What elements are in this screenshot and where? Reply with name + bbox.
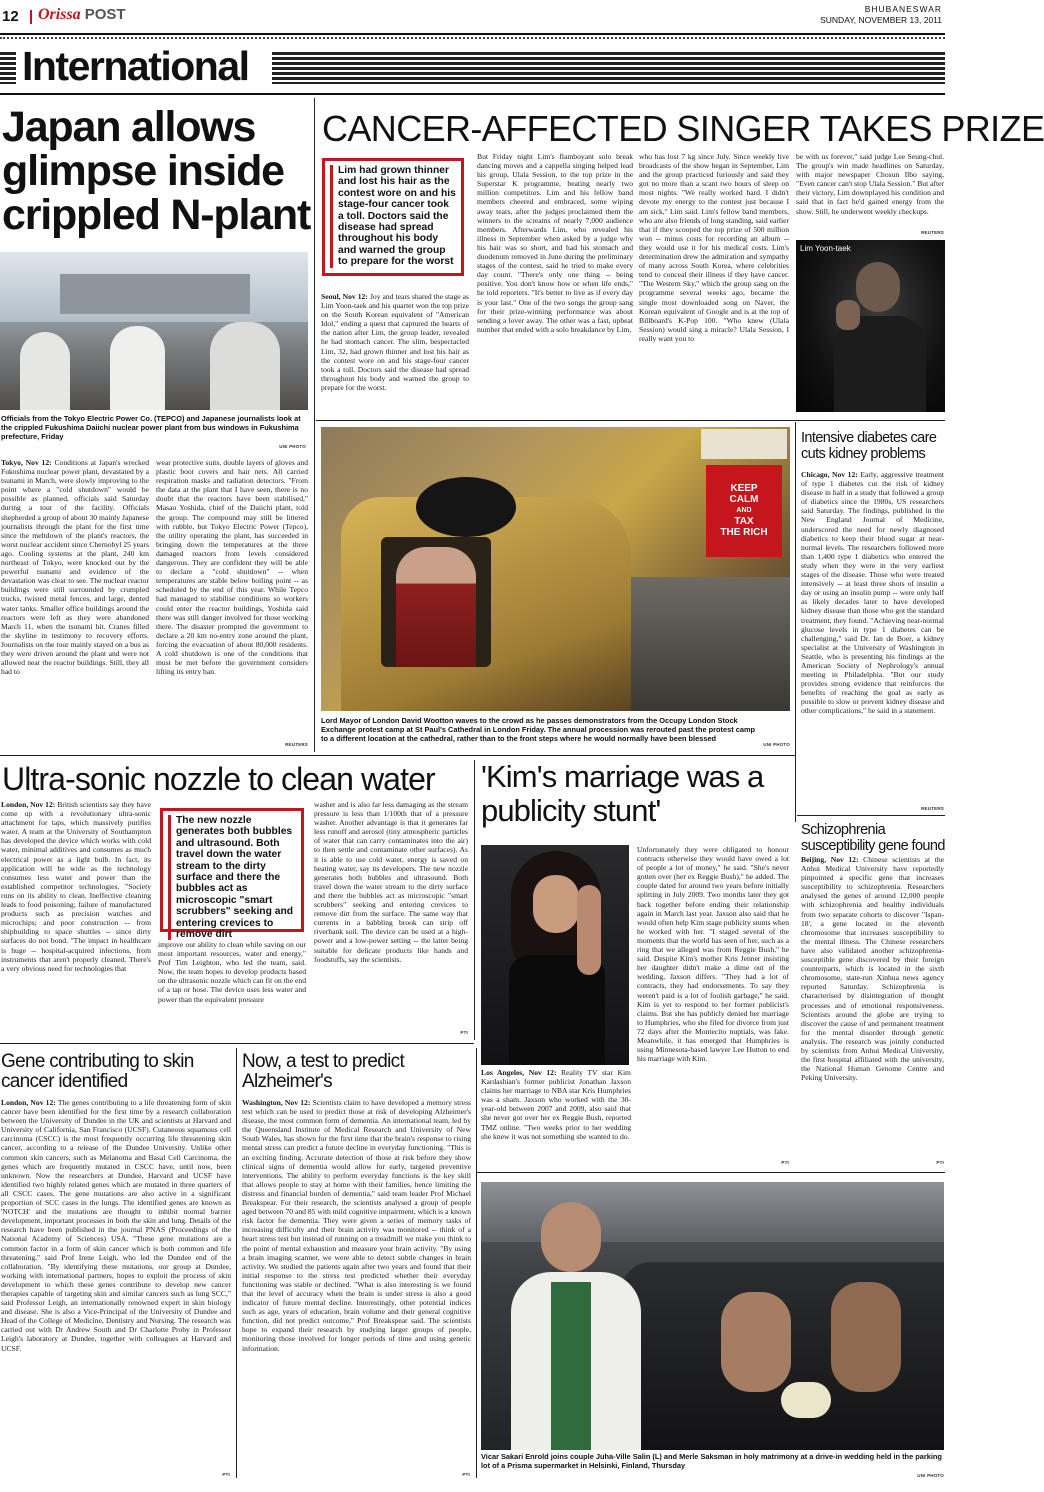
diabetes-text: Early, aggressive treatment of type 1 diabetes cut the risk of kidney disease in half in a study that followed a group of diabetics since the 1980s, US researchers said Saturday. The findings, published in the New England Journal of Medicine, underscored the need for newly diagnosed diabetics to keep their blood sugar at near-normal levels. The researchers followed more than 1,400 type 1 diabetics who entered the study when they were in the very earliest stages of the disease. Those who were treated intensively -- at least three shots of insulin a day or using an insulin pump -- were only half as likely decades later to have developed kidney disease than those who got the standard treatment, they found. "Achieving near-normal glucose levels in type 1 diabetes can be challenging," said Dr. Ian de Boer, a kidney specialist at the University of Washington in Seattle, who is presenting his findings at the American Society of Nephrology's annual meeting in Philadelphia. "But our study provides strong evidence that reinforces the benefits of reaching the goal as early as possible to slow or prevent kidney disease and other complications," he said in a statement. [801,470,944,716]
mayor-caption: Lord Mayor of London David Wootton waves to the crowd as he passes demonstrators from the Occupy London Stock Exchange protest camp at St Paul's Cathedral in London Friday. The annual procession was rerouted past the protest camp to a different location at the cathedral, rather than to the front steps where he would normally have been blessed [321,716,756,743]
nozzle-col-1 [1,800,151,1040]
diabetes-credit: REUTERS [921,806,944,811]
japan-dateline: Tokyo, Nov 12: [1,458,52,467]
japan-photo-credit: UNI PHOTO [279,444,306,449]
mayor-credit: UNI PHOTO [763,742,790,747]
section-stripe [0,52,16,84]
kim-photo [481,845,629,1065]
kim-photo-face [533,875,579,933]
mayor-photo-top-sign [701,429,787,459]
skin-headline: Gene contributing to skin cancer identified [1,1051,194,1092]
japan-photo-person-1 [20,332,70,410]
kim-col-2-text: Unfortunately they were obligated to honour contracts otherwise they would have owed a lot of people a lot of money," he said. "She's never gotten over (her ex Reggie Bush)," he added. The couple dated for around two years before initially splitting in July 2009. Two months later they got back together before ending their relationship again in March last year. Jaxson also said that he would often help Kim stage publicity stunts when he worked with her. "I staged several of the moments that the world has seen of her, such as a ring that we alleged was from Reggie Bush," he said. Despite Kim's mother Kris Jenner insisting her daughter didn't make a dime out of the wedding, Jaxson differs. "They had a lot of contracts, they had endorsements. To say they weren't paid is a lot of foolish garbage," he said. Kim is yet to respond to her former publicist's claims. But she has publicly denied her marriage to Humphries, who she filed for divorce from just 72 days after the Montecito nuptials, was fake. Meanwhile, it has emerged that Humphries is using Minnesota-based lawyer Lee Hutton to end his marriage with Kim. [637,845,789,1064]
nozzle-col-3 [314,800,468,1036]
rule-alz-right [476,1048,477,1478]
nozzle-headline: Ultra-sonic nozzle to clean water [2,761,435,797]
sign-line-4: TAX [734,516,754,527]
nozzle-col-2 [158,940,306,1036]
alz-headline: Now, a test to predict Alzheimer's [242,1051,405,1092]
schizo-text: Chinese scientists at the Anhui Medical University have reportedly pinpointed a specific gene that increases susceptibility to schizophrenia. Researchers analysed the genes of around 12,000 people with schizophrenia and healthy individuals from two separate cohorts to discover "Ispan-18', a gene located in the eleventh chromosome that increases susceptibility to the mental illness. The Chinese researchers have also validated another schizophrenia-susceptible gene discovered by their foreign counterparts, which is located in the sixth chromosome, state-run Xinhua news agency reported Saturday. Schizophrenia is characterised by disintegration of thought processes and of emotional responsiveness. Scientists around the globe are trying to discover the cause of and permanent treatment for the mental disorder through genetic analysis. The research was jointly conducted by scientists from Anhui Medical University, the first hospital affiliated with the university, the National Human Genome Centre and Peking University. [801,855,944,1083]
rule-diabetes-bottom [797,815,945,816]
rule-kim-bottom [477,1172,945,1173]
wedding-credit: UNI PHOTO [917,1473,944,1478]
singer-col-4-text: be with us forever," said judge Lee Seung-chul. The group's win made headlines on Saturday, with major newspaper Chosun Ilbo saying, "Even cancer can't stop Ulala Session." But after their victory, Lim downplayed his condition and said that in fact he'd gained energy from the show. Still, he underwent weekly checkups. [796,152,945,216]
singer-photo [796,240,945,412]
rule-skin-right [236,1048,237,1478]
paper-name-suffix: POST [84,6,126,23]
singer-col-3-text: who has lost 7 kg since July. Since weekly live broadcasts of the show began in September, Lim and the group practiced furiously and said they got no more than a scant two hours of sleep on most nights. "We really worked hard. I didn't devote my energy to the contest just because I am sick," Lim said. Lim's fellow band members, who are also friends of long standing, said earlier that if they scooped the top prize of 500 million won -- minus costs for recording an album -- they would use it for his medical costs. Lim's determination drew the admiration and sympathy of many across South Korea, where celebrities tend to conceal their illness if they have cancer. "The Western Sky," which the group sang on the programme several weeks ago, became the single most downloaded song on Naver, the Korean equivalent of Google and is at the top of Billboard's K-Pop 100. "Who knew (Ulala Session) would sing a miracle? Ulala Session, I really want you to [639,152,789,343]
section-stripe-right [272,52,945,84]
wedding-photo-stole [551,1282,591,1450]
mayor-photo-mayor [396,547,476,667]
diabetes-headline: Intensive diabetes care cuts kidney problems [801,430,937,462]
japan-col-2 [156,458,308,742]
nozzle-pull-quote [160,808,304,941]
wedding-photo-bouquet [781,1382,831,1418]
singer-pull-quote [322,158,464,276]
section-band [0,44,945,88]
wedding-photo-bride [831,1282,901,1392]
singer-dateline: Seoul, Nov 12: [321,292,368,301]
masthead [0,0,945,36]
sign-line-1: KEEP [730,483,758,494]
kim-col-1 [481,1068,631,1168]
masthead-rule-dotted [0,37,945,39]
japan-photo-person-2 [110,326,165,410]
rule-nozzle-right [474,760,475,1040]
kim-dateline: Los Angeles, Nov 12: [481,1068,557,1077]
japan-col-2-text: wear protective suits, double layers of gloves and plastic boot covers and hair nets. All carried respiration masks and radiation detectors. "From the data at the plant that I have seen, there is no doubt that the reactors have been stabilised," Masao Yoshida, chief of the Daiichi plant, told the group. The compound may still be littered with rubble, but Tokyo Electric Power (Tepco), the utility operating the plant, has succeeded in bringing down the temperatures at the three damaged reactors from levels considered dangerous. They are confident they will be able to declare a "cold shutdown" -- when temperatures are stable below boiling point -- as scheduled by the end of this year. While Tepco had managed to stabilise conditions so workers could enter the reactor buildings, Yoshida said there was still danger involved for those working there. The disaster prompted the government to declare a 20 km no-entry zone around the plant, forcing the evacuation of about 80,000 residents. A cold shutdown is one of the conditions that must be met before the government considers lifting its entry ban. [156,458,308,677]
skin-credit: PTI [222,1472,230,1477]
nozzle-dateline: London, Nov 12: [1,800,56,809]
date: SUNDAY, NOVEMBER 13, 2011 [820,15,942,25]
masthead-rule [0,33,945,35]
singer-photo-label: Lim Yoon-taek [800,244,851,253]
singer-photo-head [856,262,900,312]
alz-body [242,1098,471,1478]
singer-photo-hand [836,300,860,330]
singer-headline: CANCER-AFFECTED SINGER TAKES PRIZE [322,108,1044,149]
wedding-photo [481,1182,944,1450]
keep-calm-sign [706,465,782,557]
japan-photo-plant [60,274,250,314]
masthead-divider [30,10,32,24]
sign-line-3: AND [736,507,752,514]
schizo-dateline: Beijing, Nov 12: [801,855,859,864]
singer-col-3 [639,152,789,417]
japan-photo-person-3 [210,322,280,410]
skin-dateline: London, Nov 12: [1,1098,56,1107]
wedding-photo-vicar-head [541,1202,601,1272]
paper-name-main: Orissa [38,6,81,23]
rule-middle-bottom [0,1043,474,1044]
nozzle-col-2-text: improve our ability to clean while saving on our most important resources, water and energy," Prof Tim Leighton, who led the team, said. Now, the team hopes to develop products based on the ultrasonic nozzle which can fit on the end of a tap or hose. The device uses less water and power than the equivalent pressure [158,940,306,1004]
alz-text: Scientists claim to have developed a memory stress test which can be used to predict those at risk of developing Alzheimer's disease, the most common form of dementia. An international team, led by the Queensland Institute of Medical Research and University of New South Wales, has shown for the first time that the brain's response to rising mental stress can predict a future decline in everyday functioning. "This is an exciting finding. Accurate detection of those at risk before they show clinical signs of dementia would allow for early, targeted preventive interventions. The ability to perform everyday functions is the key skill that allows people to stay at home with their families, hence limiting the distress and financial burden of dementia," said team leader Prof Michael Breakspear. For their research, the scientists analysed a group of people aged between 70 and 85 with mild cognitive impairment, which is a known risk factor for dementia. They were given a series of memory tasks of increasing difficulty and their brain activity was monitored -- think of a heart stress test but instead of running on a treadmill we make you think to the point of mental exhaustion and measure your brain activity. "By using a brain imaging scanner, we were able to detect subtle changes in brain activity. We studied the patients again after two years and found that their initial response to the stress test predicted whether their everyday functioning was stable or declined. "What is also interesting is we found that the level of accuracy when the brain is under stress is also a good indicator of future mental decline. Interestingly, other potential indices such as age, years of education, brain volume and their general cognitive function, did not predict outcome," Prof Breakspear said. The scientists hope to expand their research by studying larger groups of people, monitoring those involved for longer periods of time and using genetic information. [242,1098,471,1353]
singer-col-2 [477,152,633,417]
japan-credit: REUTERS [285,742,308,747]
japan-col-1 [1,458,149,748]
alz-dateline: Washington, Nov 12: [242,1098,311,1107]
mayor-photo-crowd [631,577,790,711]
sign-line-2: CALM [729,494,759,505]
kim-credit: PTI [781,1160,789,1165]
singer-credit: REUTERS [921,230,944,235]
japan-photo-caption: Officials from the Tokyo Electric Power Co. (TEPCO) and Japanese journalists look at the crippled Fukushima Daiichi nuclear power plant from bus windows in Fukushima prefecture, Friday [1,414,301,441]
singer-col-1 [321,292,469,417]
sign-line-5: THE RICH [720,527,768,538]
skin-body [1,1098,231,1478]
singer-pull-quote-text: Lim had grown thinner and lost his hair as the contest wore on and his stage-four cancer took a toll. Doctors said the disease had spread throughout his body and warned the group to prepare for the worst [330,165,456,268]
page-number: 12 [2,8,19,25]
nozzle-col-3-text: washer and is also far less damaging as the stream pressure is less than 1/100th that of a pressure washer. Another advantage is that it generates far less runoff and aerosol (tiny atmospheric particles of water that can carry contaminates into the air) to then settle and contaminate other surfaces). As it is able to use cold water, energy is saved on heating water, say its developers. The new nozzle generates both bubbles and ultrasound. Both travel down the water stream to the dirty surface and there the bubbles act as microscopic "smart scrubbers" seeking and entering crevices to remove dirt from the surface. The same way that currents in a babbling brook can strip off riverbank soil. The device can be used at a high-power and a low-power setting -- the latter being suitable for delicate products like hands and foodstuffs, say the scientists. [314,800,468,964]
nozzle-credit: PTI [460,1030,468,1035]
paper-name [38,6,126,24]
diabetes-body [801,470,944,810]
japan-headline: Japan allows glimpse inside crippled N-plant [2,103,311,239]
schizo-body [801,855,944,1155]
wedding-photo-groom [721,1292,791,1392]
kim-headline: 'Kim's marriage was a publicity stunt' [481,759,764,828]
kim-col-1-text: Reality TV star Kim Kardashian's former publicist Jonathan Jaxson claims her marriage to NBA star Kris Humphries was a sham. Jaxson who worked with the 30-year-old between 2007 and 2009, also said that she never got over her ex Reggie Bush, reported TMZ online. "Two weeks prior to her wedding she knew it was not something she wanted to do. [481,1068,631,1141]
kim-photo-arm [577,885,601,975]
singer-col-1-text: Joy and tears shared the stage as Lim Yoon-taek and his quartet won the top prize on the South Korean equivalent of "American Idol," ending a quest that captured the hearts of the nation after Lim, the group leader, revealed he had stomach cancer. The slim, bespectacled Lim, 32, had grown thinner and lost his hair as the contest wore on and his stage-four cancer took a toll. Doctors said the disease had spread throughout his body and warned the group to prepare for the worst. [321,292,470,392]
mayor-photo [321,427,790,711]
rule-upper-bottom [0,755,795,756]
section-title: International [22,43,249,89]
kim-col-2 [637,845,789,1165]
skin-text: The genes contributing to a life threatening form of skin cancer have been identified for the first time by a research collaboration between the University of Dundee in the UK and scientists at Harvard and University of California, San Francisco (UCSF). Cutaneous squamous cell carcinoma (CSCC) is the most frequently occurring life threatening skin cancer, according to a release of the Dundee University. Unlike other common skin cancers, such as Melanoma and Basal Cell Carcinoma, the genes which are frequently mutated in CSCC have, until now, been unknown. Now the researchers at Dundee, Harvard and UCSF have identified two highly related genes which are mutated in three quarters of all CSCC cases. The gene mutations are also active in a significant proportion of SCC cases in the lungs. The identified genes are known as 'NOTCH' and the mutations are thought to inhibit normal barrier development, important processes in both the skin and lung. Details of the research have been published in the journal PNAS (Proceedings of the National Academy of Sciences) USA. "These gene mutations are a common factor in a form of skin cancer which is both common and life threatening," said Prof Irene Leigh, who led the Dundee end of the collaboration. "By identifying these mutations, our group at Dundee, working with international partners, hopes to exploit the process of skin development to which these genes contribute to develop new cancer therapies capable of targeting skin and similar cancers such as lung SCC," said Professor Leigh, an internationally renowned expert in skin biology and disease. She is also a Vice-Principal of the University of Dundee and Head of the College of Medicine, Dentistry and Nursing. The research was carried out with Dr Andrew South and Dr Charlotte Proby in Professor Leigh's laboratory at Dundee, together with colleagues at Harvard and UCSF. [1,1098,231,1353]
wedding-caption: Vicar Sakari Enrold joins couple Juha-Ville Salin (L) and Merle Saksman in holy matrimony at a drive-in wedding held in the parking lot of a Prisma supermarket in Helsinki, Finland, Thursday [481,1452,942,1470]
nozzle-col-1-text: British scientists say they have come up with a revolutionary ultra-sonic attachment for taps, which massively purifies water. A team at the University of Southampton has developed the device which works with cold water, minimal additives and consumes as much electrical power as a light bulb. In fact, its application will be wide as the technology consumes less water and power than the established competitor technologies. "Society runs on its ability to clean. Ineffective cleaning leads to food poisoning; failure of manufactured products such as precision watches and microchips; and poor construction -- from shipbuilding to space shuttles -- since dirty surfaces do not bond. "The impact in healthcare is huge -- hospital-acquired infections, from instruments that aren't properly cleaned. There's a very obvious need for technologies that [1,800,151,973]
singer-col-2-text: But Friday night Lim's flamboyant solo break dancing moves and a cappella singing helped lead his group, Ulala Session, to the top prize in the Superstar K programme, beating nearly two million competitors. Lim and his fellow band members cheered and embraced, some wiping away tears, after the judges proclaimed them the winners to the screams of nearly 7,000 audience members. Afterwards Lim, who revealed his illness in September when asked by a judge why his hair was so short, and had his stomach and duodenum removed in June during the preliminary stages of the contest, said he tried to make every day count. "There's only one thing -- being positive. You don't know how or when life ends," he told reporters. "It's better to live as if every day is your last." One of the two songs the group sang for their prize-winning performance was about sending a lover away. The other was a fast, upbeat number that ended with a solo breakdance by Lim, [477,152,633,334]
alz-credit: PTI [462,1472,470,1477]
schizo-credit: PTI [936,1160,944,1165]
schizo-headline: Schizophrenia susceptibility gene found [801,822,945,854]
singer-col-4 [796,152,944,234]
section-rule [0,93,945,95]
japan-photo [0,252,308,410]
mayor-photo-hat [416,477,516,537]
singer-photo-body [834,316,926,412]
rule-singer-bottom [316,420,945,421]
rule-japan-right [314,98,315,752]
nozzle-pull-quote-text: The new nozzle generates both bubbles and ultrasound. Both travel down the water stream to the dirty surface and there the bubbles act as microscopic "smart scrubbers" seeking and entering crevices to remove dirt [168,815,296,940]
rule-mayor-right [795,422,796,822]
city: BHUBANESWAR [864,4,942,14]
japan-col-1-text: Conditions at Japan's wrecked Fukushima nuclear power plant, devastated by a tsunami in March, were slowly improving to the point where a "cold shutdown" would be possible as planned, officials said Saturday during a tour of the facility. Officials shepherded a group of about 30 mainly Japanese journalists through the plant for the first time since the meltdown of the plant's reactors, the worst nuclear accident since Chernobyl 25 years ago. Cooling systems at the plant, 240 km northeast of Tokyo, were knocked out by the powerful tsunami and evidence of the devastation was clear to see. The nuclear reactor buildings were still surrounded by crumpled trucks, twisted metal fences, and large, dented water tanks. Smaller office buildings around the reactors were left as they were abandoned March 11, when the tsunami hit. Cranes filled the skyline in testimony to recovery efforts. Journalists on the tour mainly stayed on a bus as they were driven around the plant and were not allowed near the reactor buildings. Still, they all had to [1,458,149,677]
diabetes-dateline: Chicago, Nov 12: [801,470,858,479]
